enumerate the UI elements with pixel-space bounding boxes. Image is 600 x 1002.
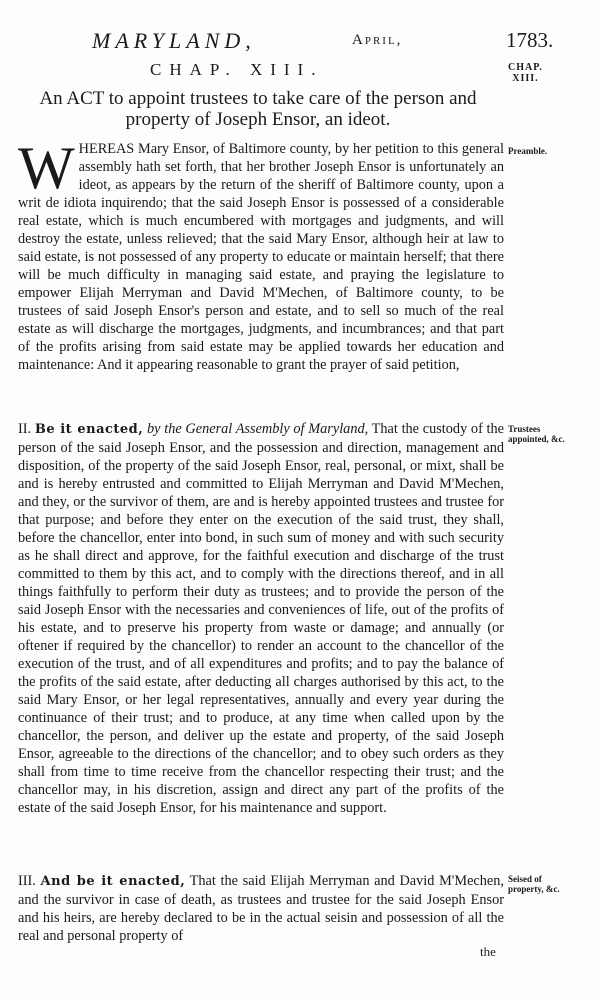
preamble-text: HEREAS Mary Ensor, of Baltimore county, by her petition to this general assembly hath set forth, that her brother Joseph Ensor is unfortunately an ideot, as appears by the return of the sheriff of Baltimore county, upon a writ de idiota inquirendo; that the said Joseph Ensor is possessed of a considerable real estate, which is much encumbered with mortgages and judgments, and will destroy the estate, unless relieved; that the said Mary Ensor, although heir at law to said estate, is not possessed of any property to educate or maintain herself; that there will be much difficulty in managing said estate, and praying the legislature to empower Elijah Merryman and David M'Mechen, of Baltimore county, to be trustees of said Joseph Ensor's person and estate, and to sell so much of the real estate as will discharge the mortgages, judgments, and incumbrances; and that part of the profits arising from said estate may be applied towards her education and maintenance: And it appearing reasonable to grant the prayer of said petition, [18,141,504,373]
act-title: An ACT to appoint trustees to take care of the person and property of Joseph Ensor, an ideot. [39,88,477,130]
margin-chapter-line2: XIII. [512,73,539,84]
chapter-heading: CHAP. XIII. [150,60,324,79]
section-3-enacting-words: And be it enacted, [40,874,186,889]
margin-chapter-label [508,62,543,84]
section-2-authority: by the General Assembly of Maryland, [147,421,369,437]
header-month: April, [352,32,403,48]
header-year: 1783. [506,28,554,52]
running-header [0,28,600,58]
section-3-number: III. [18,873,36,889]
drop-cap: W [18,135,75,201]
section-3-text: That the said Elijah Merryman and David M'Mechen, and the survivor in case of death, as trustees and trustee for the said Joseph Ensor and his heirs, are hereby declared to be in the actual seisin and possession of all the real and personal property of [18,873,504,944]
margin-chapter-line1: CHAP. [508,62,543,73]
section-2-text: That the custody of the person of the said Joseph Ensor, and the possession and direction, management and disposition, of the property of the said Joseph Ensor, real, personal, or mixt, shall be and is hereby entrusted and committed to Elijah Merryman and David M'Mechen, and they, or the survivor of them, are and is hereby appointed trustees and trustee for that purpose; and before they enter on the execution of the said trust, they shall, before the chancellor, enter into bond, in such sum of money and with such security as he shall direct and approve, for the faithful execution and discharge of the trust committed to them by this act, and to comply with the directions thereof, and in all things faithfully to perform their duty as trustees; and to provide the person of the said Joseph Ensor with the necessaries and conveniences of life, out of the profits of his estate, and to preserve his property from waste or damage; and annually (or oftener if required by the chancellor) to render an account to the chancellor of the execution of the trust, and of all expenditures and profits; and to pay the balance of the profits of the said estate, after deducting all charges authorised by this act, to the said Mary Ensor, or her legal representatives, annually and every year during the continuance of their trust; and to produce, at any time when called upon by the chancellor, the person, and deliver up the estate and property, of the said Joseph Ensor, agreeable to the directions of the chancellor; and to obey such orders as they shall from time to time receive from the chancellor respecting their trust; and the chancellor may, in his discretion, assign and direct any part of the profits of the estate of the said Joseph Ensor, for his maintenance and support. [18,421,505,816]
preamble-paragraph [18,135,504,374]
margin-note-seised: Seised of property, &c. [508,874,560,894]
header-title: MARYLAND, [92,28,256,53]
section-2-number: II. [18,421,32,437]
section-2-enacting-words: Be it enacted, [34,422,144,437]
catchword: the [480,944,496,959]
section-2-paragraph [18,420,504,817]
margin-note-preamble: Preamble. [508,146,548,156]
section-3-paragraph [18,872,504,945]
margin-note-trustees: Trustees appointed, &c. [508,424,565,444]
